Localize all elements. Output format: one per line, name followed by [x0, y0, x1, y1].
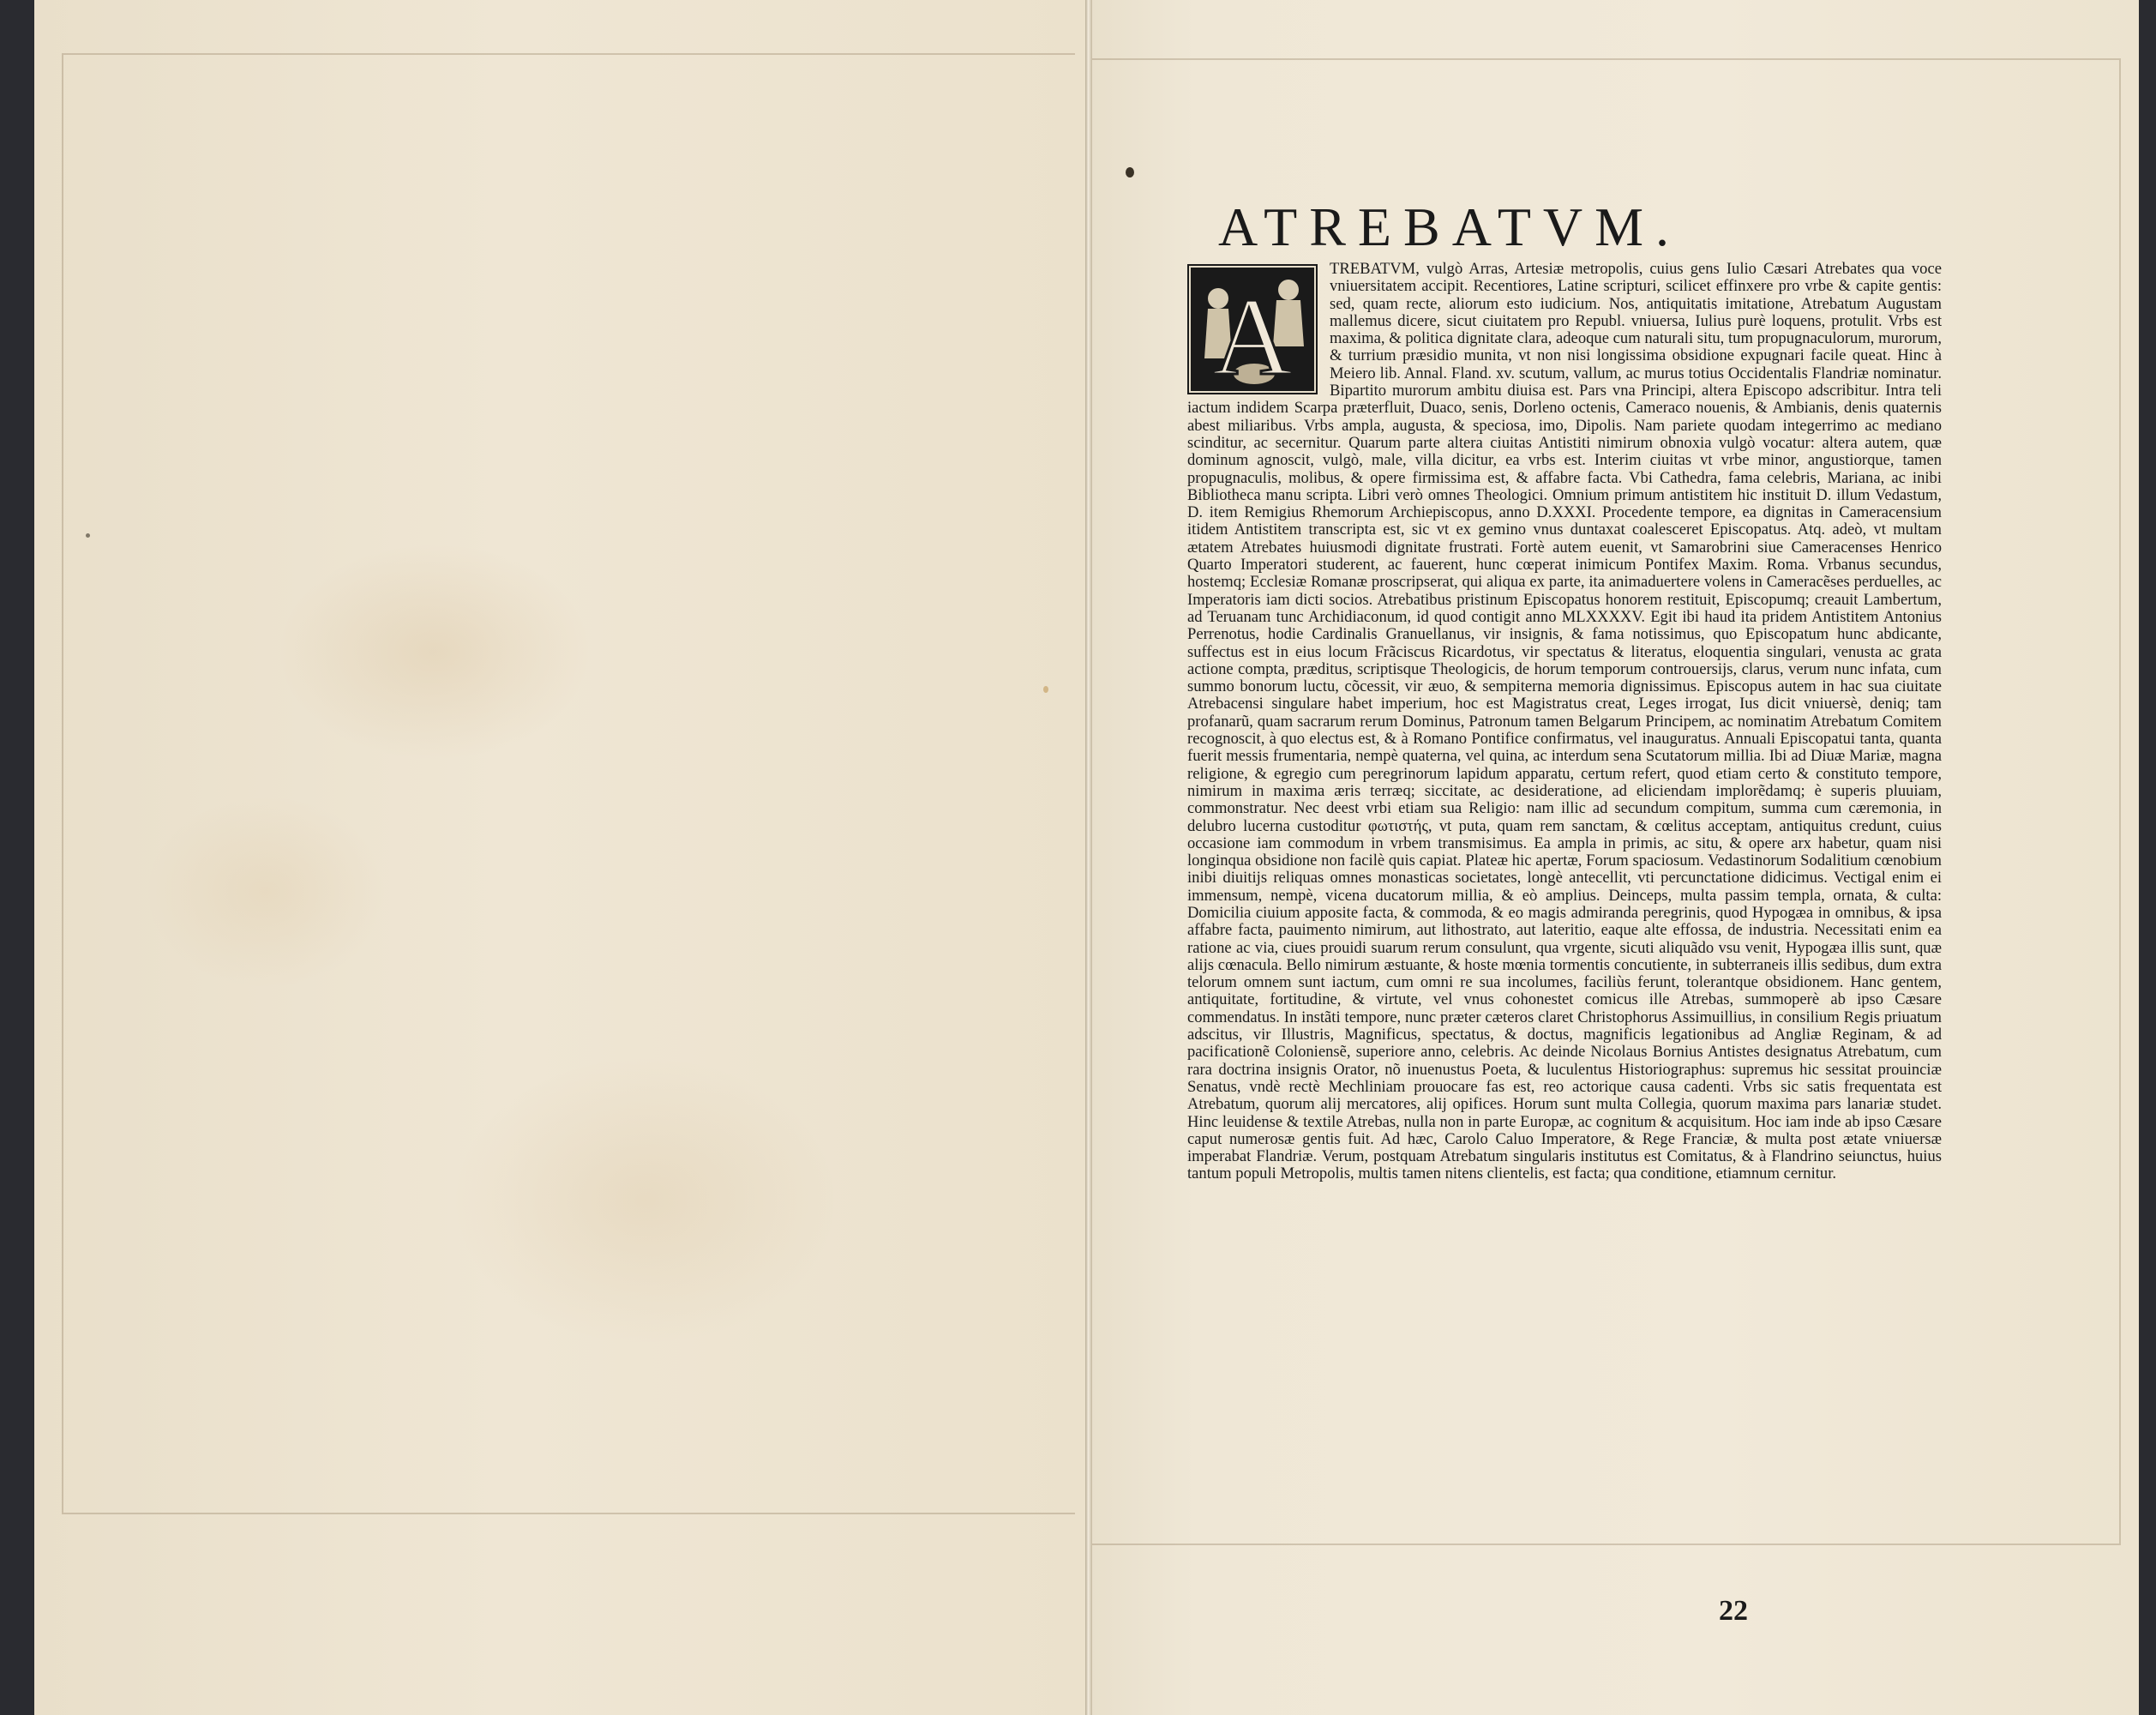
- body-paragraph: TREBATVM, vulgò Arras, Artesiæ metropolis, cuius gens Iulio Cæsari Atrebates qua voce vniuersitatem accipit. Recentiores, Latine scripturi, scilicet effinxere pro vrbe & capite gentis: sed, quam recte, aliorum esto iudicium. Nos, antiquitatis imitatione, Atrebatum Augustam mallemus dicere, sicut ciuitatem pro Republ. vniuersa, Iulius purè loquens, protulit. Vrbs est maxima, & politica dignitate clara, adeoque cum naturali situ, tum propugnaculorum, murorum, & turrium præsidio munita, vt non nisi longissima obsidione expugnari facile queat. Hinc à Meiero lib. Annal. Fland. xv. scutum, vallum, ac murus totius Occidentalis Flandriæ nominatur. Bipartito murorum ambitu diuisa est. Pars vna Principi, altera Episcopo adscribitur. Intra teli iactum indidem Scarpa præterfluit, Duaco, senis, Dorleno octenis, Cameraco nouenis, & Ambianis, denis quaternis abest miliaribus. Vrbs ampla, augusta, & speciosa, imo, Dipolis. Nam pariete quodam integerrimo ac mediano scinditur, ac secernitur. Quarum parte altera ciuitas Antistiti nimirum obnoxia vulgò vocatur: altera autem, quæ dominum agnoscit, vulgò, male, villa dicitur, ea vrbs est. Interim ciuitas vt vrbe minor, angustiorque, tamen propugnaculis, molibus, & opere firmissima est, & affabre facta. Vbi Cathedra, fama celebris, Mariana, ac inibi Bibliotheca manu scripta. Libri verò omnes Theologici. Omnium primum antistitem hic instituit D. illum Vedastum, D. item Remigius Rhemorum Archiepiscopus, anno D.XXXI. Procedente tempore, ea dignitas in Cameracensium itidem Antistitem transcripta est, sic vt ex gemino vnus duntaxat coalesceret Episcopatus. Atq. adeò, vt multam ætatem Atrebates huiusmodi dignitate frustrati. Fortè autem euenit, vt Samarobrini siue Cameracenses Henrico Quarto Imperatori studerent, ac fauerent, hunc cœperat inimicum Pontifex Maxim. Roma. Vrbanus secundus, hostemq; Ecclesiæ Romanæ proscripserat, qui aliqua ex parte, ita animaduertere volens in Cameracẽses perduelles, ac Imperatoris iam dicti socios. Atrebatibus pristinum Episcopatus honorem restituit, Episcopumq; creauit Lambertum, ad Teruanam tunc Archidiaconum, id quod contigit anno MLXXXXV. Egit ibi haud ita pridem Antistitem Antonius Perrenotus, hodie Cardinalis Granuellanus, vir insignis, & fama notissimus, quo Episcopatum hunc abdicante, suffectus est in eius locum Frãciscus Ricardotus, vir spectatus & literatus, eloquentia singulari, venusta ac grata actione compta, præditus, scriptisque Theologicis, de horum temporum controuersijs, clarus, verum nunc infata, cum summo bonorum luctu, cõcessit, vir æuo, & sempiterna memoria dignissimus. Episcopus autem in hac sua ciuitate Atrebacensi singulare habet imperium, hoc est Magistratus creat, Leges irrogat, Ius dicit vniuersè, deniq; tam profanarũ, quam sacrarum rerum Dominus, Patronum tamen Belgarum Principem, ac nominatim Atrebatum Comitem recognoscit, à quo electus est, & à Romano Pontifice confirmatus, vel inauguratus. Annuali Episcopatui tanta, quanta fuerit messis frumentaria, nempè quaterna, vel quina, ac interdum sena Scutatorum millia. Ibi ad Diuæ Mariæ, magna religione, & egregio cum peregrinorum lapidum apparatu, certum refert, quod etiam certo & constituto tempore, nimirum in maxima æris terræq; siccitate, ac desideratione, ad eliciendam implorẽdamq; è superis pluuiam, commonstratur. Nec deest vrbi etiam sua Religio: nam illic ad secundum compitum, summa cum cæremonia, in delubro lucerna custoditur φωτιστής, vt puta, quam rem sanctam, & cœlitus acceptam, antiquitus credunt, cuius occasione iam commodum in vrbem transmisimus. Ea ampla in primis, ac situ, & opere arx habetur, quam nisi longinqua obsidione non facilè quis capiat. Plateæ hic apertæ, Forum spaciosum. Vedastinorum Sodalitium cœnobium inibi diuitijs reliquas omnes monasticas societates, longè antecellit, vti percunctatione didicimus. Vectigal enim ei immensum, nempè, vicena ducatorum millia, & eò amplius. Deinceps, multa passim templa, ornata, & culta: Domicilia ciuium apposite facta, & commoda, & eo magis admiranda peregrinis, quod Hypogæa in omnibus, & ipsa affabre facta, pauimento nimirum, aut lithostrato, aut lateritio, eaque alte effossa, de industria. Necessitati enim ea ratione ac via, ciues prouidi suarum rerum consulunt, qua vrgente, sicuti aliquãdo vsu venit, Hypogæa illis sunt, quæ alijs cœnacula. Bello nimirum æstuante, & hoste mœnia tormentis concutiente, in subterraneis illis sedibus, dum extra telorum omnem sunt iactum, cum omni re sua incolumes, faciliùs ferunt, tolerantque obsidionem. Hanc gentem, antiquitate, fortitudine, & virtute, vel vnus cohonestet comicus ille Atrebas, summoperè ab ipso Cæsare commendatus. In instãti tempore, nunc præter cæteros claret Christophorus Assimuillius, in consilium Regis priuatum adscitus, vir Illustris, Magnificus, spectatus, & doctus, magnificis legationibus ad Angliæ Reginam, & ad pacificationẽ Coloniensẽ, superiore anno, celebris. Ac deinde Nicolaus Bornius Antistes designatus Atrebatum, cum rara doctrina insignis Orator, nõ inuenustus Poeta, & luculentus Historiographus: supremus hic sessitat prouinciæ Senatus, vndè rectè Mechliniam prouocare fas est, reo actorique causa cadenti. Vrbs sic satis frequentata est Atrebatum, quorum alij mercatores, alij opifices. Horum sunt multa Collegia, quorum maxima pars lanariæ studet. Hinc leuidense & textile Atrebas, nulla non in parte Europæ, ac cognitum & acquisitum. Hoc iam inde ab ipso Cæsare caput numerosæ gentis fuit. Ad hæc, Carolo Caluo Imperatore, & Rege Franciæ, & multa post ætate vniuersæ imperabat Flandriæ. Verum, postquam Atrebatum singularis institutus est Comitatus, & à Flandrino seiunctus, huius tantum populi Metropolis, multis tamen nitens clientelis, est facta; qua conditione, etiamnum cernitur.: [1187, 260, 1942, 1183]
- text-block: [1187, 197, 1942, 1183]
- plate-mark-left: [62, 53, 1075, 1514]
- initial-letter: A: [1212, 275, 1293, 394]
- ink-spot: [1126, 167, 1134, 178]
- decorated-initial: [1187, 264, 1318, 394]
- foxing-spot: [1043, 686, 1048, 693]
- illuminated-initial-icon: [1187, 264, 1318, 394]
- center-fold: [1085, 0, 1092, 1715]
- page-number: 22: [1719, 1595, 1748, 1627]
- page-title: ATREBATVM.: [1218, 196, 1682, 257]
- ink-spot: [86, 533, 90, 538]
- left-blank-page: [34, 0, 1087, 1715]
